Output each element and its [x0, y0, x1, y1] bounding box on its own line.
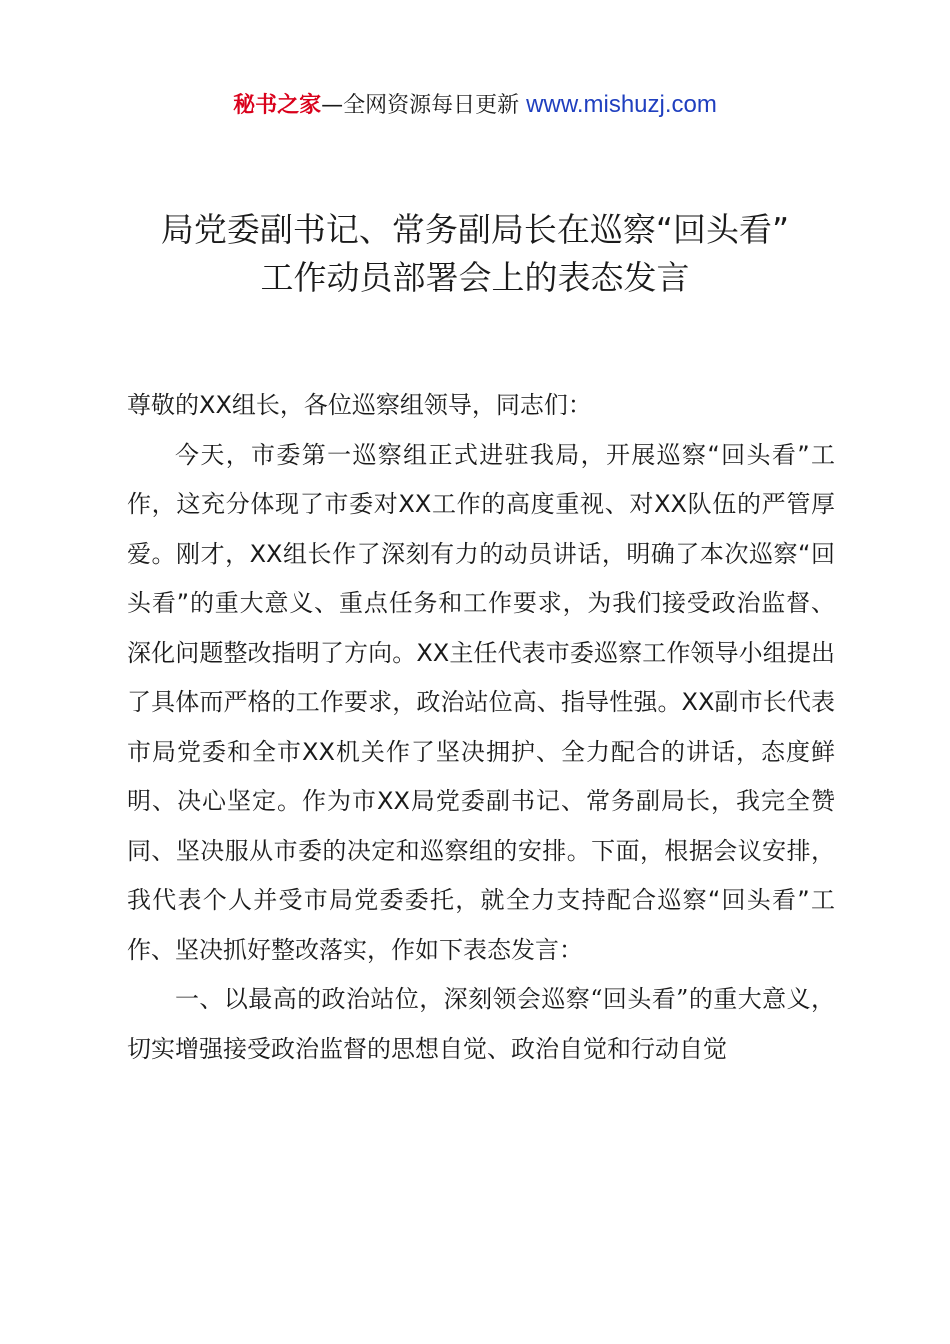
title-line-2: 工作动员部署会上的表态发言	[260, 258, 690, 297]
document-body	[127, 381, 835, 1074]
site-url[interactable]: www.mishuzj.com	[526, 91, 717, 118]
section-heading-1: 一、以最高的政治站位，深刻领会巡察“回头看”的重大意义，切实增强接受政治监督的思想自觉、政治自觉和行动自觉	[127, 985, 835, 1063]
site-header	[0, 88, 950, 123]
title-line-1: 局党委副书记、常务副局长在巡察“回头看”	[160, 210, 790, 249]
header-slogan: —全网资源每日更新	[321, 93, 520, 118]
salutation: 尊敬的XX组长，各位巡察组领导，同志们：	[127, 391, 592, 419]
brand-name: 秘书之家	[233, 93, 322, 118]
document-title	[100, 206, 850, 302]
paragraph-intro: 今天，市委第一巡察组正式进驻我局，开展巡察“回头看”工作，这充分体现了市委对XX工作的高度重视、对XX队伍的严管厚爱。刚才，XX组长作了深刻有力的动员讲话，明确了本次巡察“回头看”的重大意义、重点任务和工作要求，为我们接受政治监督、深化问题整改指明了方向。XX主任代表市委巡察工作领导小组提出了具体而严格的工作要求，政治站位高、指导性强。XX副市长代表市局党委和全市XX机关作了坚决拥护、全力配合的讲话，态度鲜明、决心坚定。作为市XX局党委副书记、常务副局长，我完全赞同、坚决服从市委的决定和巡察组的安排。下面，根据会议安排，我代表个人并受市局党委委托，就全力支持配合巡察“回头看”工作、坚决抓好整改落实，作如下表态发言：	[127, 440, 835, 964]
